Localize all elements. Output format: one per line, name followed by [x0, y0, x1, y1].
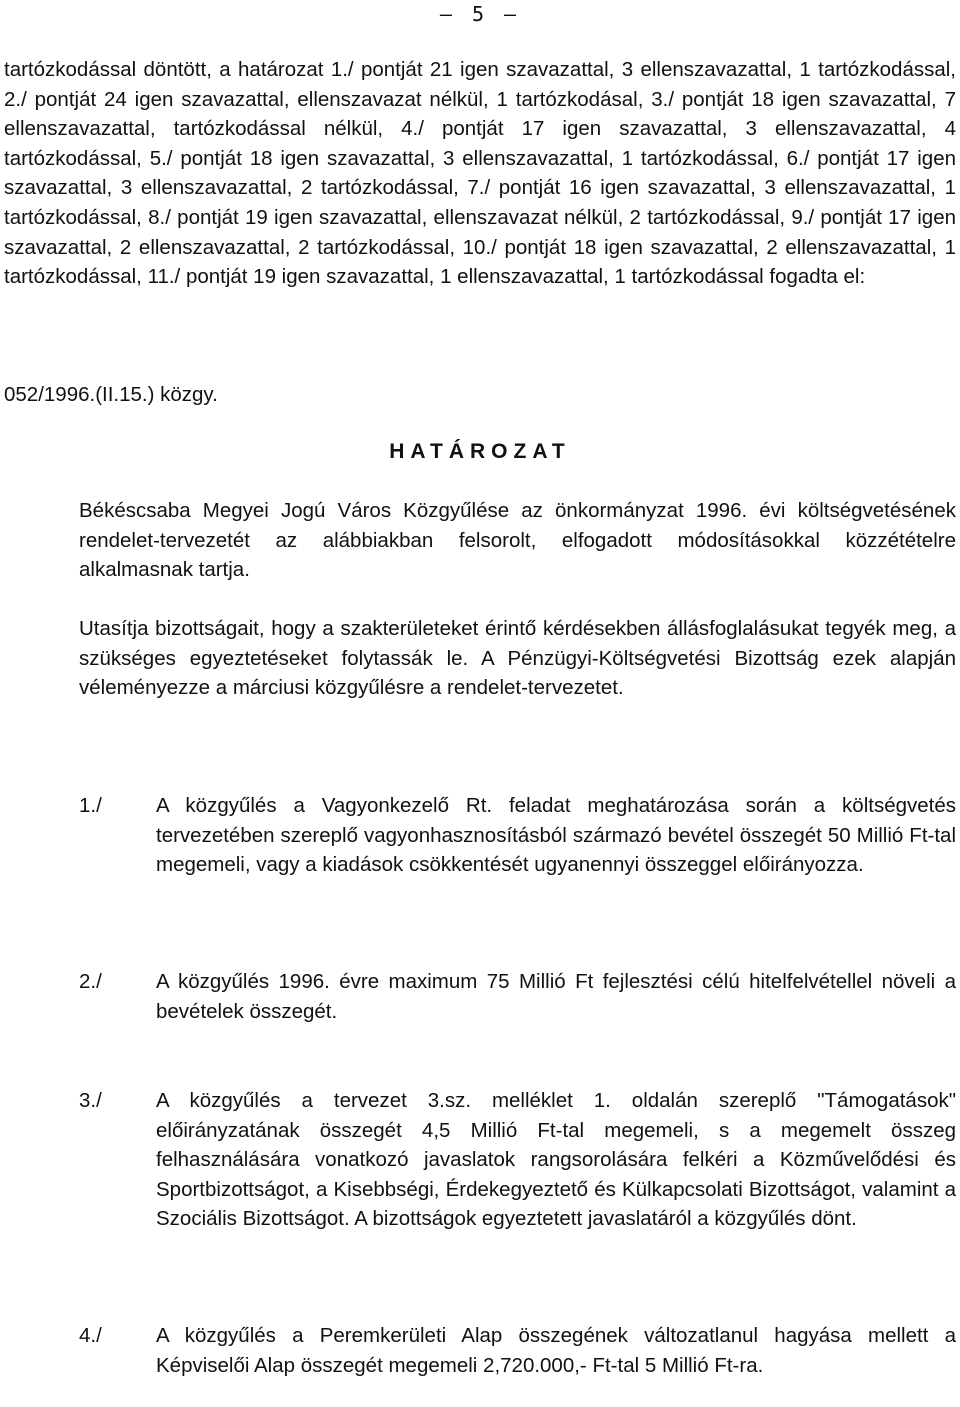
list-item-number: 2./ — [79, 970, 102, 993]
resolution-paragraph-1: Békéscsaba Megyei Jogú Város Közgyűlése az önkormányzat 1996. évi költségvetésének rendelet-tervezetét az alábbiakban felsorolt, elfogadott módosításokkal közzétételre alkalmasnak tartja. — [79, 499, 956, 582]
list-item-text: A közgyűlés 1996. évre maximum 75 Millió Ft fejlesztési célú hitelfelvétellel növeli a bevételek összegét. — [156, 970, 956, 1023]
list-item-number: 3./ — [79, 1089, 102, 1112]
list-item-3 — [79, 1086, 956, 1234]
list-item-4 — [79, 1321, 956, 1380]
list-item-1 — [79, 791, 956, 880]
list-item-number: 1./ — [79, 794, 102, 817]
list-item-number: 4./ — [79, 1324, 102, 1347]
list-item-text: A közgyűlés a Vagyonkezelő Rt. feladat meghatározása során a költségvetés tervezetében szereplő vagyonhasznosításból származó bevétel összegét 50 Millió Ft-tal megemeli, vagy a kiadások csökkentését ugyanennyi összeggel előirányozza. — [156, 794, 956, 877]
resolution-heading: HATÁROZAT — [389, 440, 571, 463]
intro-paragraph: tartózkodással döntött, a határozat 1./ pontját 21 igen szavazattal, 3 ellenszavazattal, 1 tartózkodással, 2./ pontját 24 igen szavazattal, ellenszavazat nélkül, 1 tartózkodásal, 3./ pontját 18 igen szavazattal, 7 ellenszavazattal, tartózkodással nélkül, 4./ pontját 17 igen szavazattal, 3 ellenszavazattal, 4 tartózkodással, 5./ pontját 18 igen szavazattal, 3 ellenszavazattal, 1 tartózkodással, 6./ pontját 17 igen szavazattal, 3 ellenszavazattal, 2 tartózkodással, 7./ pontját 16 igen szavazattal, 3 ellenszavazattal, 1 tartózkodással, 8./ pontját 19 igen szavazattal, ellenszavazat nélkül, 2 tartózkodással, 9./ pontját 17 igen szavazattal, 2 ellenszavazattal, 2 tartózkodással, 10./ pontját 18 igen szavazattal, 2 ellenszavazattal, 1 tartózkodással, 11./ pontját 19 igen szavazattal, 1 ellenszavazattal, 1 tartózkodással fogadta el: — [4, 58, 956, 289]
resolution-paragraph-2: Utasítja bizottságait, hogy a szakterületeket érintő kérdésekben állásfoglalásukat tegyék meg, a szükséges egyeztetéseket folytassák le. A Pénzügyi-Költségvetési Bizottság ezek alapján véleményezze a márciusi közgyűlésre a rendelet-tervezetet. — [79, 617, 956, 700]
list-item-text: A közgyűlés a Peremkerületi Alap összegének változatlanul hagyása mellett a Képviselői Alap összegét megemeli 2,720.000,- Ft-tal 5 Millió Ft-ra. — [156, 1324, 956, 1377]
page-number: – 5 – — [439, 2, 521, 26]
list-item-2 — [79, 967, 956, 1026]
resolution-reference: 052/1996.(II.15.) közgy. — [4, 383, 218, 406]
list-item-text: A közgyűlés a tervezet 3.sz. melléklet 1. oldalán szereplő "Támogatások" előirányzatának összegét 4,5 Millió Ft-tal megemeli, s a megemelt összeg felhasználására vonatkozó javaslatok rangsorolására felkéri a Közművelődési és Sportbizottságot, a Kisebbségi, Érdekegyeztető és Külkapcsolati Bizottságot, valamint a Szociális Bizottságot. A bizottságok egyeztetett javaslatáról a közgyűlés dönt. — [156, 1089, 956, 1231]
